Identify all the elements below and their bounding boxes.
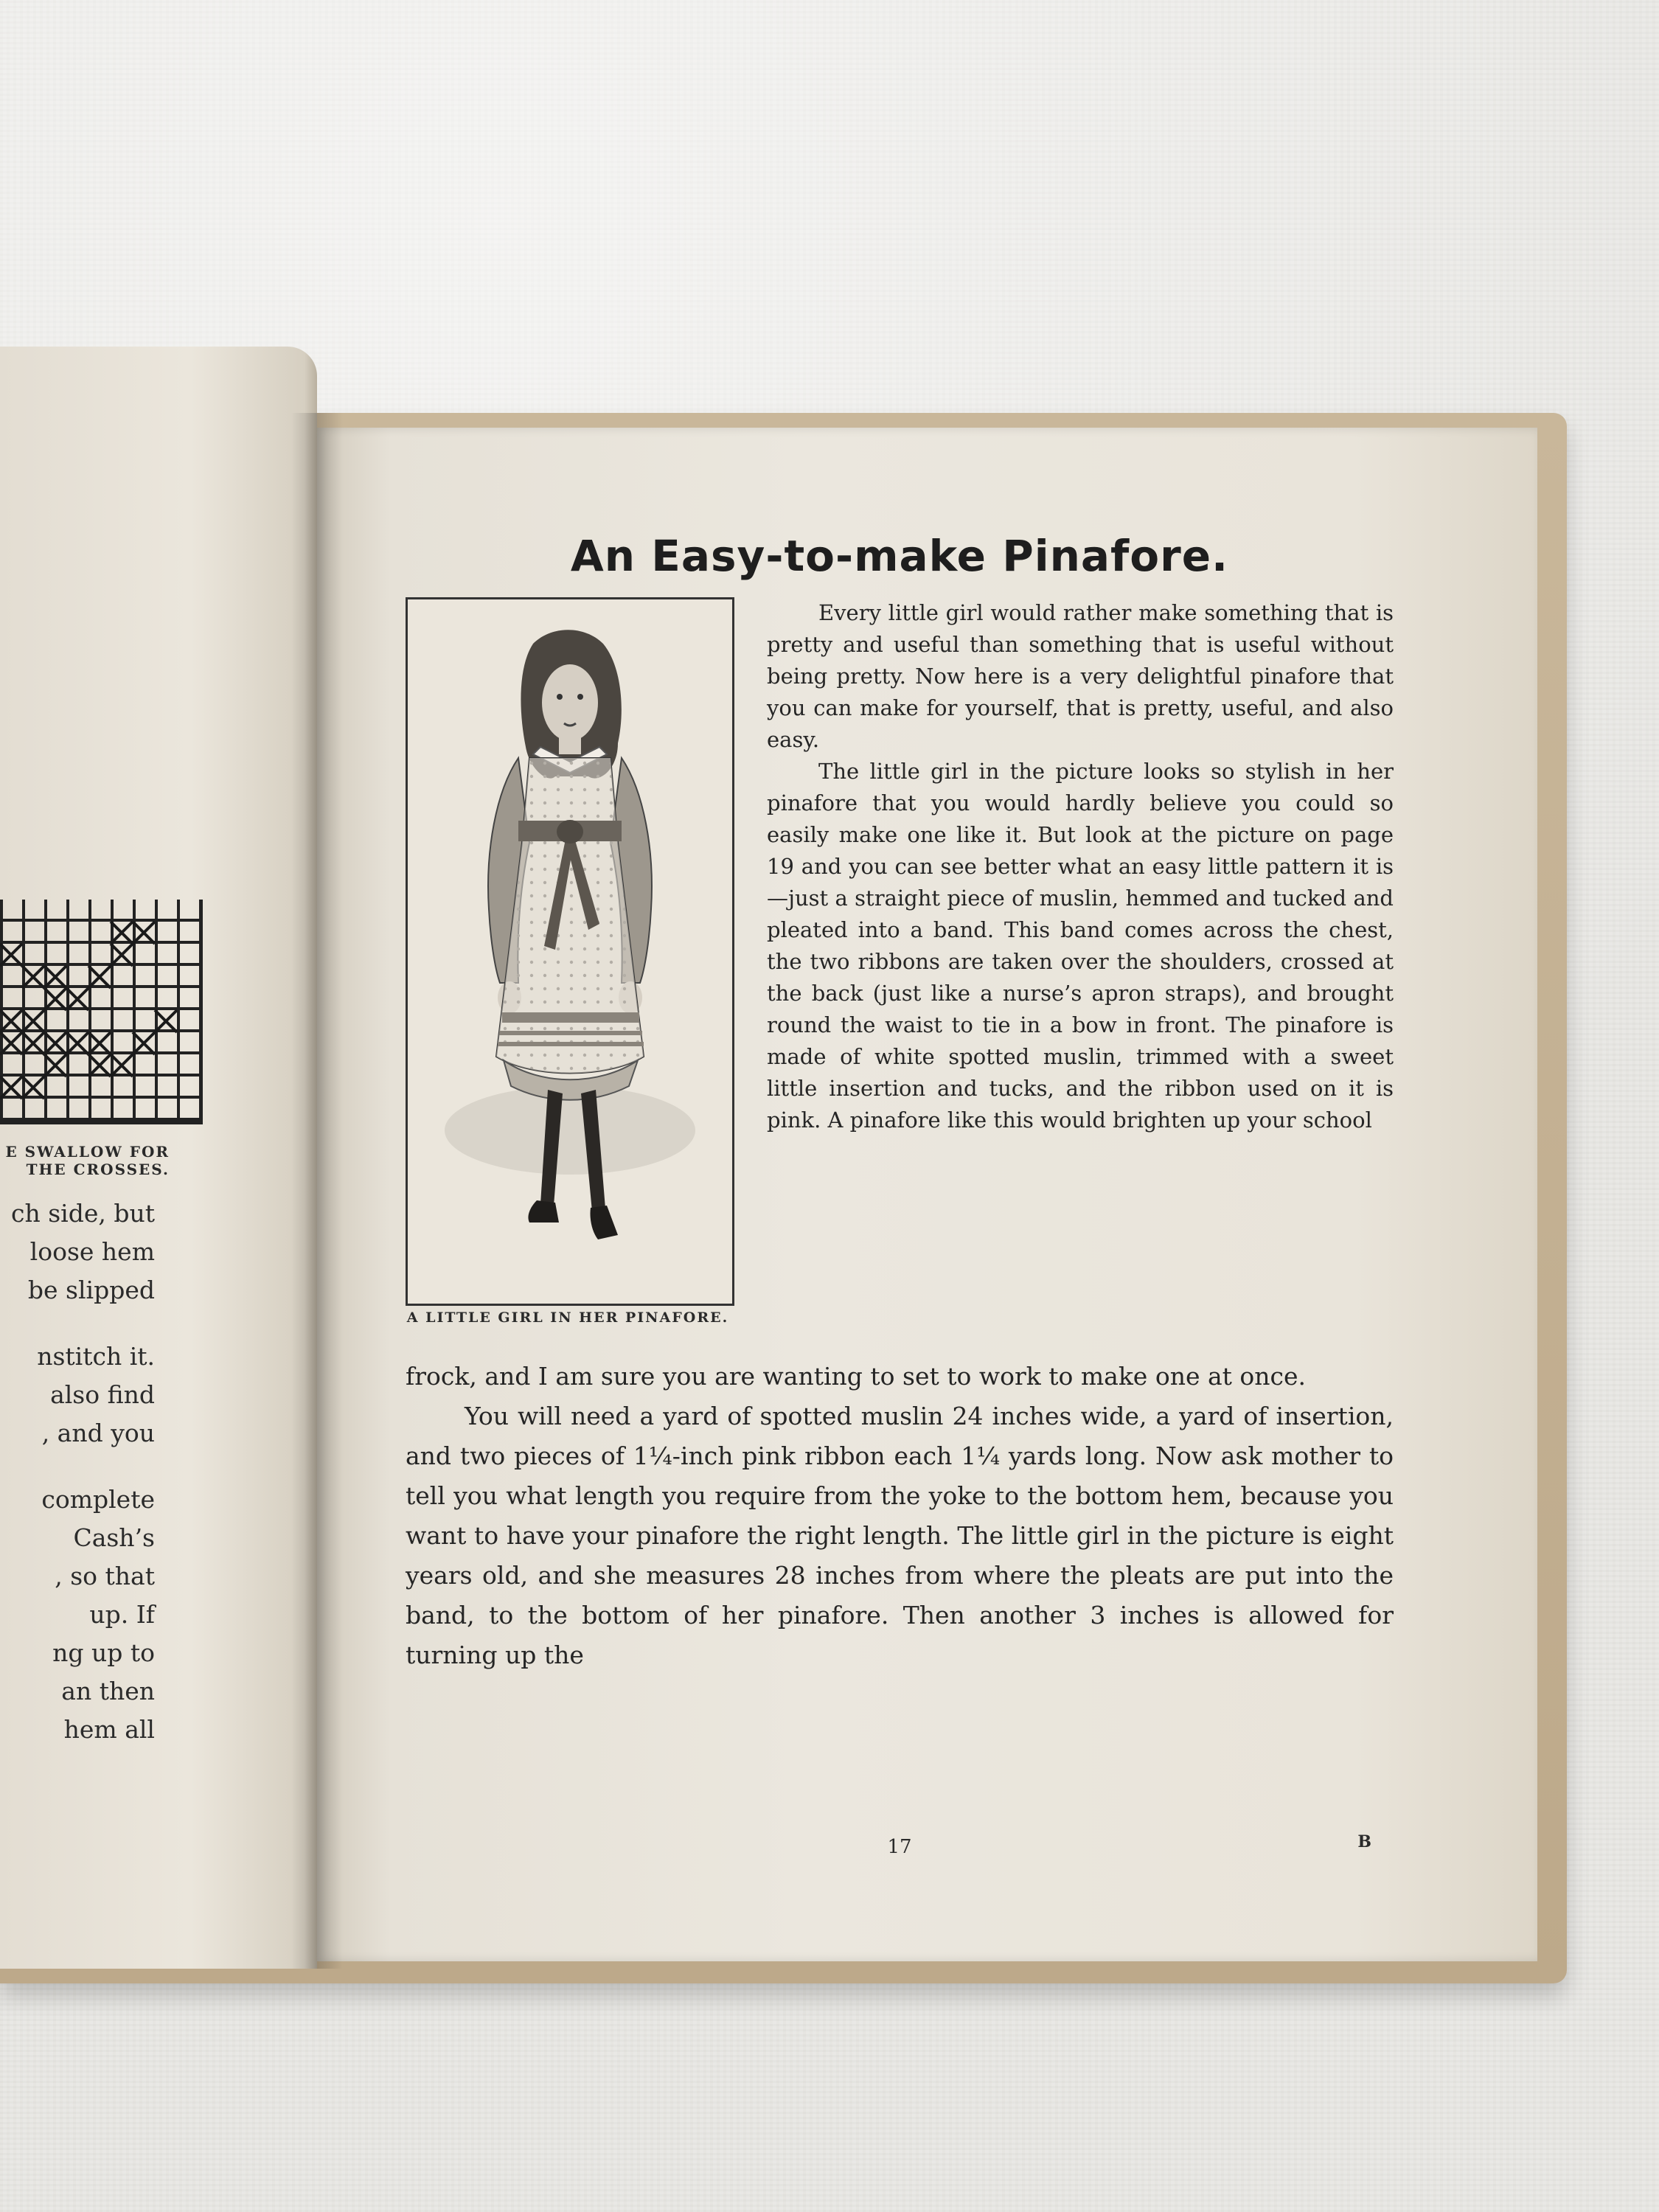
paragraph-3: You will need a yard of spotted muslin 24 inches wide, a yard of insertion, and two pieces of 1¼-inch pink ribbon each 1¼ yards long. Now ask mother to tell you what length you require from the yoke to the bottom hem, because you want to have your pinafore the right length. The little girl in the picture is eight years old, and she measures 28 inches from where the pleats are put into the band, to the bottom of her pinafore. Then another 3 inches is allowed for turning up the <box>406 1402 1394 1669</box>
left-text-line: nstitch it. <box>37 1342 155 1371</box>
left-text-line: , so that <box>55 1562 155 1590</box>
left-text-line: complete <box>41 1485 155 1514</box>
full-width-text <box>406 1357 1394 1675</box>
cross-stitch-swallow-grid <box>0 900 203 1124</box>
left-text-line: also find <box>50 1380 155 1409</box>
left-text-gap <box>0 1310 155 1338</box>
left-text-line: ng up to <box>52 1638 155 1667</box>
left-text-gap <box>0 1453 155 1481</box>
left-text-line: loose hem <box>29 1237 155 1266</box>
left-figure-caption <box>0 1143 170 1178</box>
left-text-line: ch side, but <box>11 1199 155 1228</box>
left-page-text <box>0 1194 155 1749</box>
left-text-line: up. If <box>89 1600 155 1629</box>
signature-mark: B <box>1357 1832 1371 1851</box>
swallow-cross-stitch-pattern <box>0 900 199 1121</box>
side-column-text <box>767 597 1394 1136</box>
left-text-line: hem all <box>63 1715 155 1744</box>
figure-caption: A LITTLE GIRL IN HER PINAFORE. <box>406 1310 729 1326</box>
page-title: An Easy-to-make Pinafore. <box>570 531 1229 581</box>
paragraph-1: Every little girl would rather make something that is pretty and useful than something that is useful without being pretty. Now here is a very delightful pinafore that you can make for yourself, that is pretty, useful, and also easy. <box>767 600 1394 752</box>
book-gutter-shadow <box>291 413 343 1969</box>
paragraph-2: The little girl in the picture looks so stylish in her pinafore that you would hardly believe you could so easily make one like it. But look at the picture on page 19 and you can see better what an easy little pattern it is—just a straight piece of muslin, hemmed and tucked and pleated into a band. This band comes across the chest, the two ribbons are taken over the shoulders, crossed at the back (just like a nurse’s apron straps), and brought round the waist to tie in a bow in front. The pinafore is made of white spotted muslin, trimmed with a sweet little insertion and tucks, and the ribbon used on it is pink. A pinafore like this would brighten up your school <box>767 759 1394 1133</box>
left-caption-line: THE CROSSES. <box>26 1161 170 1178</box>
left-text-line: an then <box>61 1677 155 1705</box>
left-page <box>0 347 317 1969</box>
left-caption-line: E SWALLOW FOR <box>5 1143 170 1161</box>
left-text-line: be slipped <box>27 1276 155 1304</box>
left-text-line: Cash’s <box>73 1523 155 1552</box>
right-page <box>317 428 1537 1961</box>
page-number: 17 <box>887 1836 912 1858</box>
paragraph-2-continued: frock, and I am sure you are wanting to set to work to make one at once. <box>406 1362 1307 1391</box>
page-content <box>406 531 1394 1902</box>
pinafore-illustration <box>406 597 734 1306</box>
girl-in-pinafore-drawing <box>408 599 732 1304</box>
left-text-line: , and you <box>41 1419 155 1447</box>
